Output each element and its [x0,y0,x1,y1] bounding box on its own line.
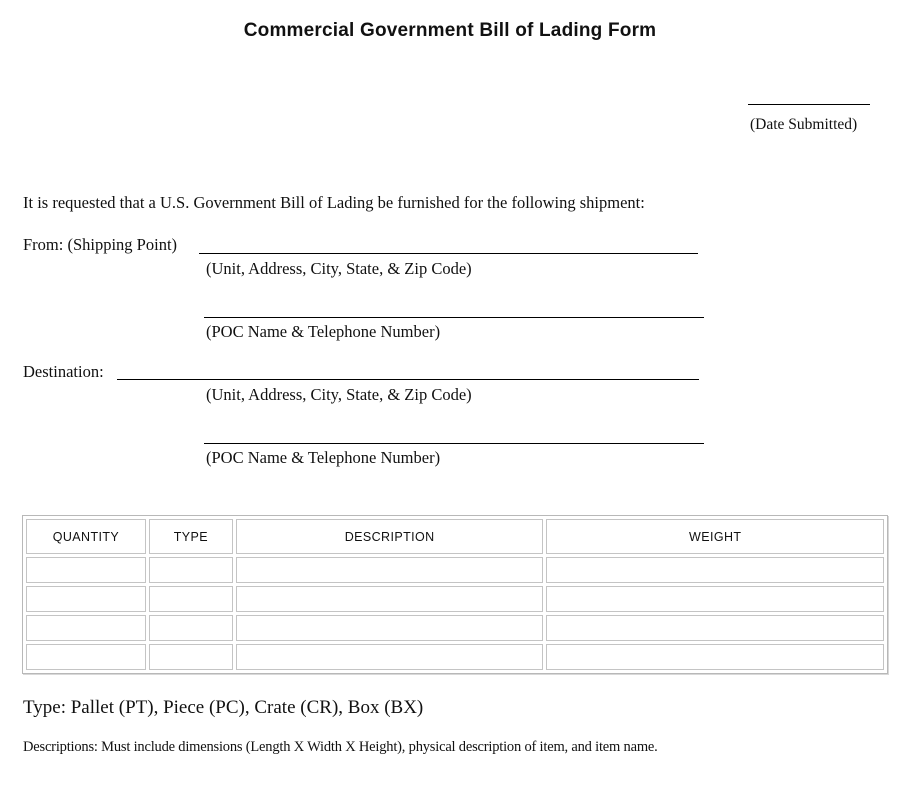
date-submitted-field[interactable] [748,104,870,105]
destination-poc-field[interactable] [204,443,704,444]
from-poc-hint: (POC Name & Telephone Number) [206,322,441,341]
quantity-cell[interactable] [26,557,146,583]
weight-cell[interactable] [546,644,884,670]
type-cell[interactable] [149,557,233,583]
type-column-header: TYPE [149,519,233,554]
form-title: Commercial Government Bill of Lading Form [243,20,657,41]
table-row [26,557,884,583]
description-cell[interactable] [236,557,544,583]
description-column-header: DESCRIPTION [236,519,544,554]
destination-address-hint: (Unit, Address, City, State, & Zip Code) [206,385,472,404]
table-row [26,586,884,612]
shipment-table [22,515,888,674]
weight-cell[interactable] [546,557,884,583]
quantity-cell[interactable] [26,586,146,612]
table-header-row [26,519,884,554]
type-cell[interactable] [149,615,233,641]
type-legend: Type: Pallet (PT), Piece (PC), Crate (CR), Box (BX) [23,697,424,718]
weight-cell[interactable] [546,586,884,612]
quantity-column-header: QUANTITY [26,519,146,554]
date-submitted-label: (Date Submitted) [750,116,858,133]
intro-text: It is requested that a U.S. Government Bill of Lading be furnished for the following shipment: [23,193,645,212]
description-cell[interactable] [236,615,544,641]
type-cell[interactable] [149,644,233,670]
description-cell[interactable] [236,586,544,612]
weight-column-header: WEIGHT [546,519,884,554]
quantity-cell[interactable] [26,644,146,670]
description-note: Descriptions: Must include dimensions (Length X Width X Height), physical description of item, and item name. [23,739,658,755]
table-row [26,615,884,641]
quantity-cell[interactable] [26,615,146,641]
type-cell[interactable] [149,586,233,612]
from-address-field[interactable] [199,253,698,254]
from-poc-field[interactable] [204,317,704,318]
destination-poc-hint: (POC Name & Telephone Number) [206,448,441,467]
description-cell[interactable] [236,644,544,670]
weight-cell[interactable] [546,615,884,641]
from-address-hint: (Unit, Address, City, State, & Zip Code) [206,259,472,278]
destination-label: Destination: [23,362,104,381]
from-label: From: (Shipping Point) [23,235,178,254]
destination-address-field[interactable] [117,379,699,380]
table-row [26,644,884,670]
